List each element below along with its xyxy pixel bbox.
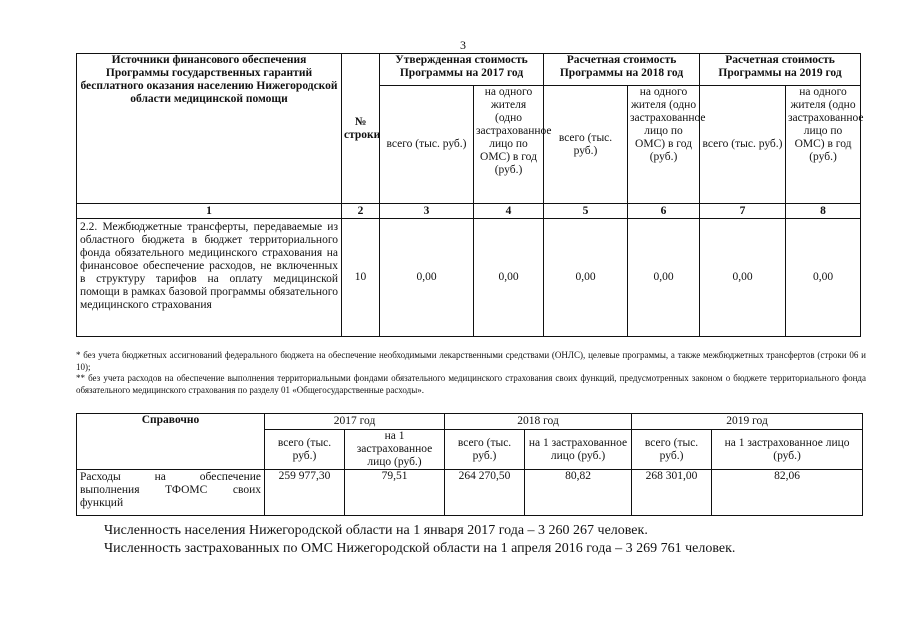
- value-cell: 0,00: [474, 219, 544, 337]
- table-row: [77, 219, 861, 337]
- header-per-capita-2019: на одного жителя (одно застрахованное лицо по ОМС) в год (руб.): [786, 86, 861, 204]
- year-header: 2019 год: [632, 414, 863, 430]
- header-per-capita-2017: на одного жителя (одно застрахованное лицо по ОМС) в год (руб.): [474, 86, 544, 204]
- subheader-insured: на 1 застрахованное лицо (руб.): [712, 430, 863, 470]
- value-cell: 268 301,00: [632, 470, 712, 516]
- header-total-2019: всего (тыс. руб.): [700, 86, 786, 204]
- value-cell: 0,00: [380, 219, 474, 337]
- reference-table: [76, 413, 863, 516]
- population-summary: Численность населения Нижегородской области на 1 января 2017 года – 3 260 267 человек.: [104, 523, 648, 538]
- value-cell: 0,00: [544, 219, 628, 337]
- header-total-2017: всего (тыс. руб.): [380, 86, 474, 204]
- year-header: 2017 год: [265, 414, 445, 430]
- subheader-insured: на 1 застрахованное лицо (руб.): [525, 430, 632, 470]
- col-number: 1: [77, 204, 342, 219]
- header-total-2018: всего (тыс. руб.): [544, 86, 628, 204]
- reference-label: Справочно: [77, 414, 265, 470]
- header-group-2017: Утвержденная стоимость Программы на 2017 год: [380, 54, 544, 86]
- value-cell: 264 270,50: [445, 470, 525, 516]
- row-description: 2.2. Межбюджетные трансферты, передаваемые из областного бюджета в бюджет территориального фонда обязательного медицинского страхования на финансовое обеспечение расходов, не включенных в структуру тарифов на оплату медицинской помощи в рамках базовой программы обязательного медицинского страхования: [77, 219, 342, 337]
- col-number: 8: [786, 204, 861, 219]
- header-source: Источники финансового обеспечения Программы государственных гарантий бесплатного оказания населению Нижегородской области медицинской помощи: [77, 54, 342, 204]
- insured-summary: Численность застрахованных по ОМС Нижегородской области на 1 апреля 2016 года – 3 269 761 человек.: [104, 541, 736, 556]
- row-line-number: 10: [342, 219, 380, 337]
- header-per-capita-2018: на одного жителя (одно застрахованное лицо по ОМС) в год (руб.): [628, 86, 700, 204]
- year-header: 2018 год: [445, 414, 632, 430]
- value-cell: 259 977,30: [265, 470, 345, 516]
- col-number: 4: [474, 204, 544, 219]
- subheader-insured: на 1 застрахованное лицо (руб.): [345, 430, 445, 470]
- footnotes: [76, 350, 866, 396]
- col-number: 6: [628, 204, 700, 219]
- row-label: Расходы на обеспечение выполнения ТФОМС своих функций: [77, 470, 265, 516]
- value-cell: 0,00: [628, 219, 700, 337]
- header-group-2019: Расчетная стоимость Программы на 2019 год: [700, 54, 861, 86]
- value-cell: 79,51: [345, 470, 445, 516]
- value-cell: 80,82: [525, 470, 632, 516]
- header-row-number: № строки: [342, 54, 380, 204]
- col-number: 3: [380, 204, 474, 219]
- col-number: 5: [544, 204, 628, 219]
- subheader-total: всего (тыс. руб.): [265, 430, 345, 470]
- value-cell: 0,00: [700, 219, 786, 337]
- value-cell: 0,00: [786, 219, 861, 337]
- subheader-total: всего (тыс. руб.): [632, 430, 712, 470]
- value-cell: 82,06: [712, 470, 863, 516]
- col-number: 7: [700, 204, 786, 219]
- cost-table: [76, 53, 864, 337]
- page-number: 3: [460, 38, 466, 52]
- header-group-2018: Расчетная стоимость Программы на 2018 год: [544, 54, 700, 86]
- col-number: 2: [342, 204, 380, 219]
- footnote: * без учета бюджетных ассигнований федерального бюджета на обеспечение необходимыми лекарственными средствами (ОНЛС), целевые программы, а также межбюджетных трансфертов (строки 06 и 10);: [76, 350, 866, 372]
- table-row: [77, 470, 863, 516]
- subheader-total: всего (тыс. руб.): [445, 430, 525, 470]
- footnote: ** без учета расходов на обеспечение выполнения территориальными фондами обязательного медицинского страхования своих функций, предусмотренных законом о бюджете территориального фонда обязательного медицинского страхования по разделу 01 «Общегосударственные расходы».: [76, 373, 866, 395]
